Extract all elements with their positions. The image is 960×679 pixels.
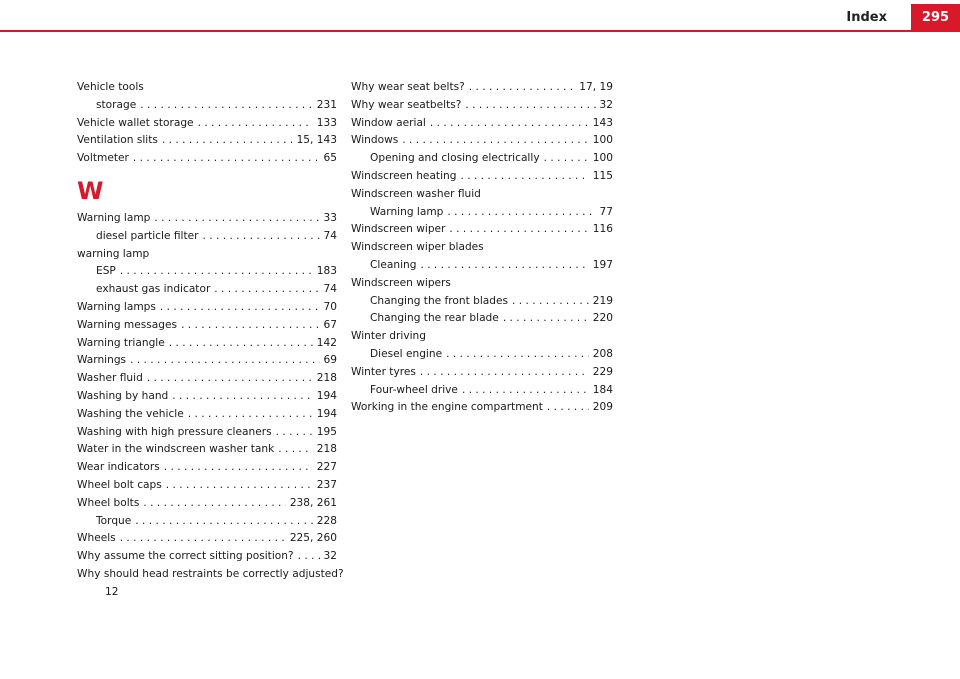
index-entry: [351, 275, 613, 293]
index-term: Ventilation slits: [77, 134, 158, 147]
index-page-ref[interactable]: 194: [316, 389, 337, 402]
index-entry: [77, 548, 337, 566]
page-number-badge: 295: [911, 4, 960, 31]
dot-leader: [469, 79, 576, 97]
dot-leader: [130, 352, 319, 370]
index-term: Why wear seat belts?: [351, 81, 465, 93]
index-page-ref[interactable]: 32: [599, 98, 613, 111]
index-entry: [77, 424, 337, 442]
index-term: Warning lamps: [77, 300, 156, 313]
index-term: Warning messages: [77, 318, 178, 331]
dot-leader: [214, 281, 319, 299]
index-page-ref[interactable]: 70: [323, 300, 337, 313]
index-entry: [77, 370, 337, 388]
dot-leader: [164, 459, 313, 477]
index-group-v: [77, 79, 337, 168]
index-entry: [77, 246, 337, 264]
dot-leader: [503, 310, 589, 328]
index-term: Windscreen wiper blades: [351, 241, 484, 254]
index-page-ref[interactable]: 116: [592, 223, 613, 236]
index-term: exhaust gas indicator: [96, 283, 211, 296]
dot-leader: [133, 150, 320, 168]
index-entry: [77, 281, 337, 299]
dot-leader: [278, 441, 313, 459]
dot-leader: [462, 382, 589, 400]
dot-leader: [154, 210, 319, 228]
index-page-ref[interactable]: 225, 260: [289, 532, 337, 545]
index-entry: [77, 335, 337, 353]
index-term: Voltmeter: [77, 152, 129, 165]
index-term: storage: [96, 98, 137, 111]
index-term: Four-wheel drive: [370, 383, 458, 396]
index-term: Vehicle tools: [77, 81, 144, 93]
index-entry: [351, 310, 613, 328]
index-term: Wear indicators: [77, 461, 160, 474]
dot-leader: [198, 115, 313, 133]
dot-leader: [447, 204, 595, 222]
index-term: Warning lamp: [77, 211, 151, 224]
index-page-ref[interactable]: 209: [592, 401, 613, 414]
index-entry: [77, 495, 337, 513]
index-entry: [77, 79, 337, 97]
index-term: Washing by hand: [77, 389, 169, 402]
index-page-ref[interactable]: 77: [599, 205, 613, 218]
index-term: diesel particle filter: [96, 229, 199, 242]
index-entry: [351, 150, 613, 168]
dot-leader: [430, 115, 589, 133]
index-term: Window aerial: [351, 116, 426, 129]
dot-leader: [162, 132, 293, 150]
index-page-ref[interactable]: 133: [316, 116, 337, 129]
index-page-ref[interactable]: 183: [316, 265, 337, 278]
index-page-ref[interactable]: 32: [323, 550, 337, 563]
index-entry: [77, 566, 344, 584]
index-entry: [77, 459, 337, 477]
dot-leader: [172, 388, 312, 406]
index-group-w: [77, 210, 344, 584]
index-entry: [351, 79, 613, 97]
index-page-ref[interactable]: 69: [323, 354, 337, 367]
index-entry: [351, 364, 613, 382]
index-page-ref[interactable]: 227: [316, 461, 337, 474]
dot-leader: [135, 513, 312, 531]
index-entry: [77, 388, 337, 406]
index-page-ref[interactable]: 15, 143: [296, 134, 337, 147]
index-entry: [351, 328, 613, 346]
index-page-ref[interactable]: 229: [592, 365, 613, 378]
index-page-ref[interactable]: 17, 19: [579, 81, 613, 93]
index-page-ref[interactable]: 219: [592, 294, 613, 307]
dot-leader: [188, 406, 313, 424]
index-entry: [351, 221, 613, 239]
index-entry: [351, 186, 613, 204]
dot-leader: [143, 495, 285, 513]
index-term: Windscreen wipers: [351, 276, 451, 289]
index-column-left: [77, 79, 344, 602]
index-page-ref[interactable]: 143: [592, 116, 613, 129]
index-page-ref[interactable]: 218: [316, 372, 337, 385]
index-page-ref[interactable]: 184: [592, 383, 613, 396]
dot-leader: [166, 477, 313, 495]
dot-leader: [203, 228, 320, 246]
index-entry: [351, 293, 613, 311]
index-entry: [77, 132, 337, 150]
index-term: Winter tyres: [351, 365, 416, 378]
index-term: Washer fluid: [77, 372, 143, 385]
index-letter-heading: W: [77, 176, 104, 205]
index-term: Diesel engine: [370, 347, 443, 360]
index-page-ref[interactable]: 142: [316, 336, 337, 349]
dot-leader: [446, 346, 589, 364]
index-page-ref[interactable]: 115: [592, 169, 613, 182]
index-entry: [351, 346, 613, 364]
index-term: Windscreen heating: [351, 169, 457, 182]
index-page-ref[interactable]: 74: [323, 229, 337, 242]
index-term: Torque: [96, 514, 132, 527]
dot-leader: [160, 299, 320, 317]
index-entry: [77, 115, 337, 133]
index-entry: [77, 406, 337, 424]
dot-leader: [544, 150, 589, 168]
index-term: warning lamp: [77, 247, 150, 260]
index-term: Why assume the correct sitting position?: [77, 550, 294, 563]
index-entry: [77, 150, 337, 168]
dot-leader: [402, 132, 588, 150]
dot-leader: [120, 263, 313, 281]
index-entry: [351, 168, 613, 186]
index-entry: [351, 115, 613, 133]
index-term: Warning triangle: [77, 336, 165, 349]
index-entry: [77, 210, 337, 228]
index-page-ref[interactable]: 65: [323, 152, 337, 165]
dot-leader: [449, 221, 588, 239]
index-page-ref[interactable]: 238, 261: [289, 496, 337, 509]
index-entry: [77, 317, 337, 335]
index-entry: [77, 513, 337, 531]
index-page-ref[interactable]: 231: [316, 98, 337, 111]
index-term: Washing with high pressure cleaners: [77, 425, 272, 438]
dot-leader: [147, 370, 313, 388]
index-page-ref[interactable]: 100: [592, 134, 613, 147]
index-term: Opening and closing electrically: [370, 152, 540, 165]
index-entry: [351, 132, 613, 150]
index-term: Warning lamp: [370, 205, 444, 218]
dot-leader: [140, 97, 313, 115]
index-term: Windscreen washer fluid: [351, 187, 481, 200]
index-term: Why should head restraints be correctly adjusted?: [77, 567, 344, 580]
index-term: Working in the engine compartment: [351, 401, 543, 414]
index-page-ref[interactable]: 208: [592, 347, 613, 360]
index-entry: [77, 228, 337, 246]
index-term: ESP: [96, 265, 116, 278]
index-entry: [351, 239, 613, 257]
index-page-ref[interactable]: 194: [316, 407, 337, 420]
index-entry: [77, 441, 337, 459]
index-page-ref[interactable]: 33: [323, 211, 337, 224]
index-term: Wheels: [77, 532, 116, 545]
index-page-ref[interactable]: 195: [316, 425, 337, 438]
index-entry: [77, 299, 337, 317]
dot-leader: [460, 168, 588, 186]
dot-leader: [120, 530, 286, 548]
index-term: Washing the vehicle: [77, 407, 184, 420]
index-page-ref[interactable]: 218: [316, 443, 337, 456]
index-page-ref[interactable]: 100: [592, 152, 613, 165]
index-term: Windows: [351, 134, 399, 147]
index-term: Vehicle wallet storage: [77, 116, 194, 129]
index-entry: [351, 97, 613, 115]
index-page-ref[interactable]: 237: [316, 478, 337, 491]
index-term: Water in the windscreen washer tank: [77, 443, 275, 456]
page-title: Index: [846, 10, 887, 25]
index-entry: [351, 382, 613, 400]
index-term: Winter driving: [351, 330, 426, 343]
dot-leader: [169, 335, 313, 353]
dot-leader: [465, 97, 595, 115]
index-entry: [77, 477, 337, 495]
index-term: Changing the front blades: [370, 294, 509, 307]
index-page-ref[interactable]: 228: [316, 514, 337, 527]
index-page-ref[interactable]: 220: [592, 312, 613, 325]
index-entry: [77, 97, 337, 115]
index-entry: [351, 257, 613, 275]
index-term: Wheel bolts: [77, 496, 140, 509]
index-page-ref[interactable]: 74: [323, 283, 337, 296]
index-term: Changing the rear blade: [370, 312, 499, 325]
index-term: Why wear seatbelts?: [351, 98, 462, 111]
index-entry: [77, 352, 337, 370]
index-entry-continuation: 12: [105, 585, 119, 598]
index-term: Windscreen wiper: [351, 223, 446, 236]
index-page-ref[interactable]: 67: [323, 318, 337, 331]
index-entry: [77, 263, 337, 281]
dot-leader: [512, 293, 589, 311]
dot-leader: [420, 257, 588, 275]
index-page-ref[interactable]: 197: [592, 258, 613, 271]
dot-leader: [181, 317, 319, 335]
index-entry: [351, 204, 613, 222]
index-term: Warnings: [77, 354, 127, 367]
dot-leader: [276, 424, 313, 442]
index-column-right: [351, 79, 613, 417]
header-rule: [0, 30, 960, 32]
dot-leader: [420, 364, 589, 382]
index-entry: [77, 530, 337, 548]
index-group-right: [351, 79, 613, 417]
dot-leader: [298, 548, 320, 566]
dot-leader: [547, 399, 589, 417]
index-term: Cleaning: [370, 258, 417, 271]
index-term: Wheel bolt caps: [77, 478, 162, 491]
index-entry: [351, 399, 613, 417]
